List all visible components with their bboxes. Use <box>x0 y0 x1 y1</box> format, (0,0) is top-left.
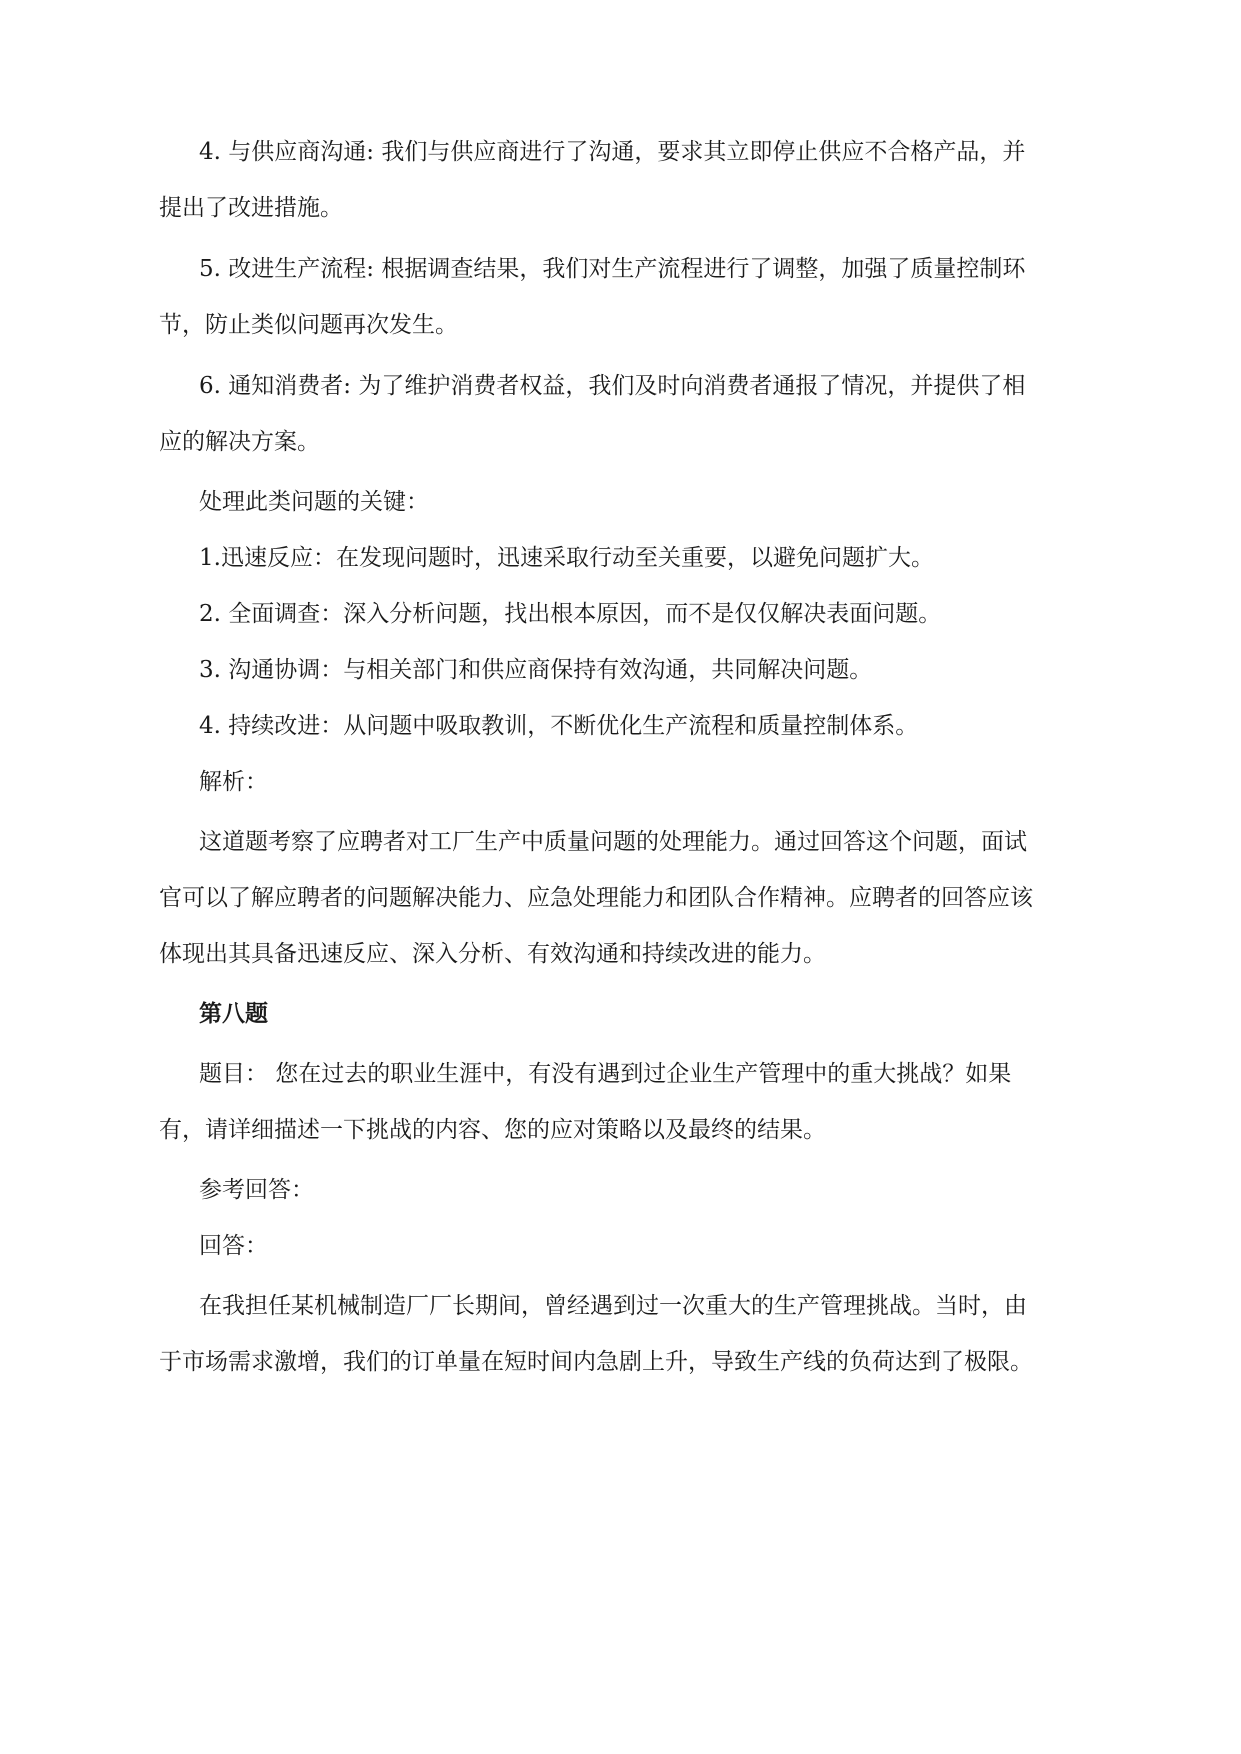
item6-line1: 6. 通知消费者: 为了维护消费者权益，我们及时向消费者通报了情况，并提供了相 <box>199 373 1026 399</box>
item5-line1: 5. 改进生产流程: 根据调查结果，我们对生产流程进行了调整，加强了质量控制环 <box>199 256 1026 282</box>
keys-heading: 处理此类问题的关键： <box>199 489 429 515</box>
analysis-line1: 这道题考察了应聘者对工厂生产中质量问题的处理能力。通过回答这个问题，面试 <box>199 829 1027 855</box>
answer-line2: 于市场需求激增，我们的订单量在短时间内急剧上升，导致生产线的负荷达到了极限。 <box>159 1349 1033 1375</box>
key-item-3: 3. 沟通协调：与相关部门和供应商保持有效沟通，共同解决问题。 <box>199 657 873 683</box>
key-item-2: 2. 全面调查：深入分析问题，找出根本原因，而不是仅仅解决表面问题。 <box>199 601 942 627</box>
item6-line2: 应的解决方案。 <box>159 429 320 455</box>
analysis-line3: 体现出其具备迅速反应、深入分析、有效沟通和持续改进的能力。 <box>159 941 826 967</box>
reference-answer-label: 参考回答： <box>199 1177 314 1203</box>
answer-label: 回答： <box>199 1233 268 1259</box>
item4-line1: 4. 与供应商沟通: 我们与供应商进行了沟通，要求其立即停止供应不合格产品，并 <box>199 139 1026 165</box>
key-item-1: 1.迅速反应：在发现问题时，迅速采取行动至关重要，以避免问题扩大。 <box>199 545 934 571</box>
question-8-title: 第八题 <box>199 1000 268 1027</box>
analysis-label: 解析： <box>199 769 268 795</box>
answer-line1: 在我担任某机械制造厂厂长期间，曾经遇到过一次重大的生产管理挑战。当时，由 <box>199 1293 1027 1319</box>
item4-line2: 提出了改进措施。 <box>159 195 343 221</box>
q8-question-line2: 有，请详细描述一下挑战的内容、您的应对策略以及最终的结果。 <box>159 1117 826 1143</box>
analysis-line2: 官可以了解应聘者的问题解决能力、应急处理能力和团队合作精神。应聘者的回答应该 <box>159 885 1033 911</box>
item5-line2: 节，防止类似问题再次发生。 <box>159 312 458 338</box>
key-item-4: 4. 持续改进：从问题中吸取教训，不断优化生产流程和质量控制体系。 <box>199 713 919 739</box>
q8-question-line1: 题目： 您在过去的职业生涯中，有没有遇到过企业生产管理中的重大挑战？如果 <box>199 1061 1012 1087</box>
